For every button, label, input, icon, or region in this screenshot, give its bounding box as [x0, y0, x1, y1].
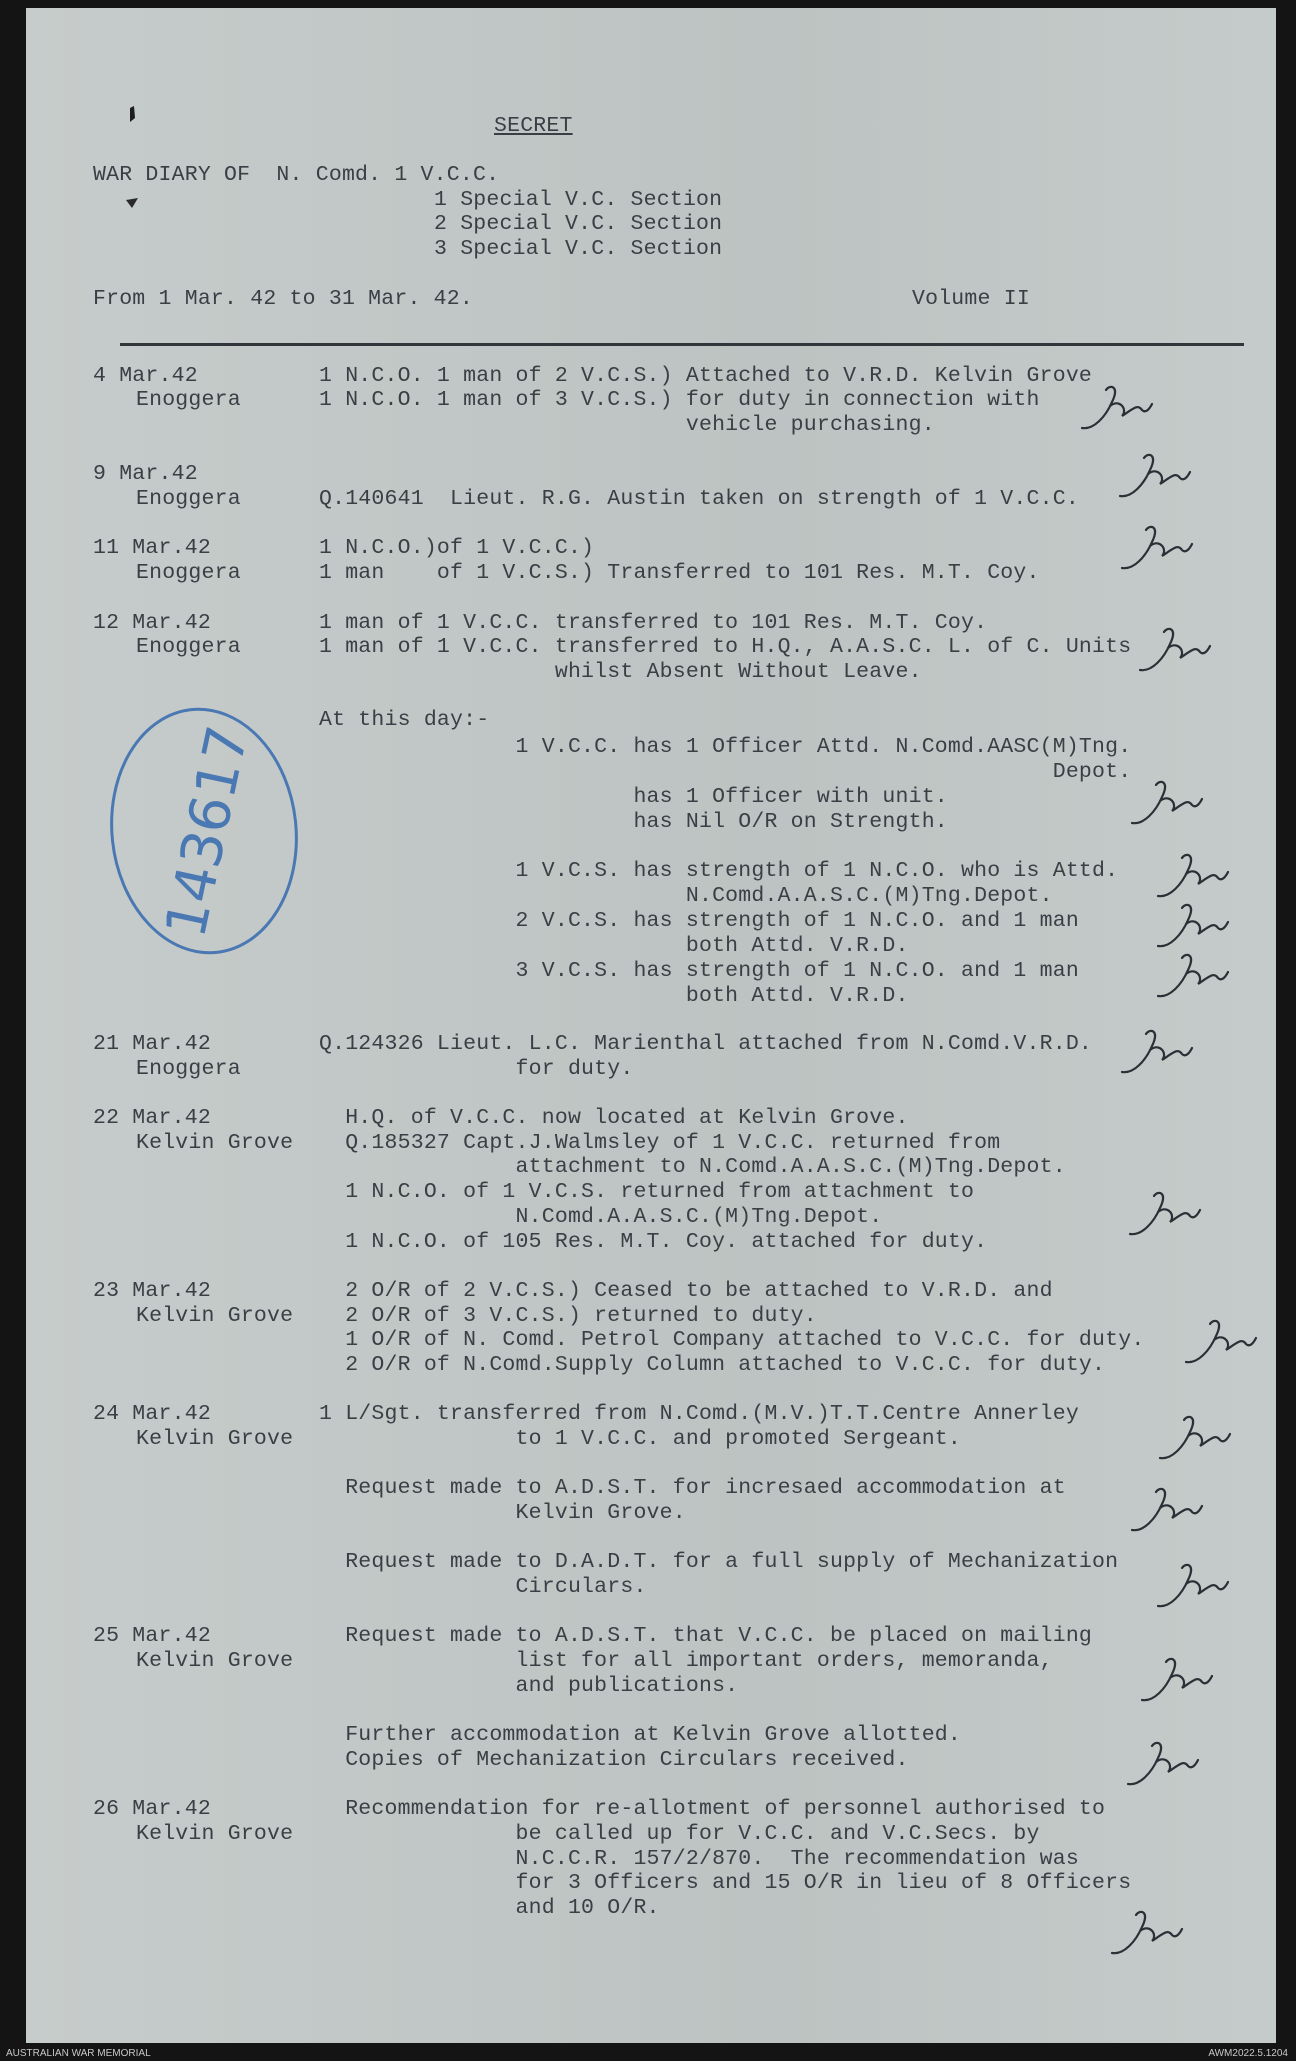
entry-line: Q.124326 Lieut. L.C. Marienthal attached from N.Comd.V.R.D. — [319, 1032, 1093, 1056]
initials-mark — [1180, 1314, 1260, 1370]
entry-line: vehicle purchasing. — [319, 413, 935, 437]
entry-line: 1 man of 1 V.C.S.) Transferred to 101 Res. M.T. Coy. — [319, 561, 1040, 585]
entry-line: N.Comd.A.A.S.C.(M)Tng.Depot. — [319, 884, 1053, 908]
unit-line: 3 Special V.C. Section — [434, 237, 723, 261]
entry-line: Request made to A.D.S.T. that V.C.C. be placed on mailing — [319, 1624, 1093, 1648]
entry-line: At this day:- — [319, 708, 490, 732]
entry-line: 1 N.C.O. of 1 V.C.S. returned from attachment to — [319, 1180, 975, 1204]
footer-reference: AWM2022.5.1204 — [1208, 2048, 1288, 2059]
entry-line: 3 V.C.S. has strength of 1 N.C.O. and 1 man — [319, 959, 1079, 983]
entry-line: has 1 Officer with unit. — [319, 785, 948, 809]
entry-line: be called up for V.C.C. and V.C.Secs. by — [319, 1822, 1040, 1846]
war-diary-title: WAR DIARY OF N. Comd. 1 V.C.C. — [93, 163, 500, 187]
document-page — [26, 8, 1276, 2043]
initials-mark — [1076, 380, 1156, 436]
entry-line: 2 O/R of 2 V.C.S.) Ceased to be attached to V.R.D. and — [319, 1279, 1053, 1303]
entry-line: H.Q. of V.C.C. now located at Kelvin Grove. — [319, 1106, 909, 1130]
entry-line: 1 man of 1 V.C.C. transferred to 101 Res. M.T. Coy. — [319, 611, 988, 635]
initials-mark — [1116, 1024, 1196, 1080]
entry-line: attachment to N.Comd.A.A.S.C.(M)Tng.Depot. — [319, 1155, 1066, 1179]
entry-line: whilst Absent Without Leave. — [319, 660, 922, 684]
ink-mark — [118, 100, 148, 220]
entry-line: Depot. — [319, 760, 1132, 784]
stamp-number: 143617 — [153, 720, 262, 944]
initials-mark — [1114, 448, 1194, 504]
initials-mark — [1106, 1905, 1186, 1961]
entry-line: Circulars. — [319, 1575, 647, 1599]
entry-place: Kelvin Grove — [136, 1822, 294, 1846]
entry-line: for duty. — [319, 1057, 634, 1081]
entry-date: 9 Mar.42 — [93, 462, 198, 486]
entry-date: 12 Mar.42 — [93, 611, 211, 635]
entry-line: 1 L/Sgt. transferred from N.Comd.(M.V.)T.T.Centre Annerley — [319, 1402, 1079, 1426]
initials-mark — [1152, 898, 1232, 954]
entry-line: 1 N.C.O. of 105 Res. M.T. Coy. attached for duty. — [319, 1230, 988, 1254]
entry-line: Request made to A.D.S.T. for incresaed accommodation at — [319, 1476, 1066, 1500]
entry-line: N.Comd.A.A.S.C.(M)Tng.Depot. — [319, 1205, 883, 1229]
entry-line: N.C.C.R. 157/2/870. The recommendation was — [319, 1847, 1079, 1871]
entry-line: for 3 Officers and 15 O/R in lieu of 8 Officers — [319, 1871, 1132, 1895]
initials-mark — [1154, 1410, 1234, 1466]
entry-line: 1 N.C.O.)of 1 V.C.C.) — [319, 536, 595, 560]
initials-mark — [1134, 622, 1214, 678]
entry-line: has Nil O/R on Strength. — [319, 810, 948, 834]
classification-heading: SECRET — [494, 114, 573, 138]
initials-mark — [1152, 1558, 1232, 1614]
initials-mark — [1116, 520, 1196, 576]
entry-line: list for all important orders, memoranda, — [319, 1649, 1053, 1673]
entry-place: Kelvin Grove — [136, 1649, 294, 1673]
entry-date: 24 Mar.42 — [93, 1402, 211, 1426]
entry-date: 11 Mar.42 — [93, 536, 211, 560]
entry-line: 1 O/R of N. Comd. Petrol Company attached to V.C.C. for duty. — [319, 1328, 1145, 1352]
initials-mark — [1122, 1736, 1202, 1792]
entry-line: Request made to D.A.D.T. for a full supply of Mechanization — [319, 1550, 1119, 1574]
initials-mark — [1124, 1186, 1204, 1242]
entry-date: 25 Mar.42 — [93, 1624, 211, 1648]
entry-date: 21 Mar.42 — [93, 1032, 211, 1056]
initials-mark — [1126, 775, 1206, 831]
entry-place: Enoggera — [136, 1057, 241, 1081]
archive-number-stamp — [104, 703, 304, 958]
entry-line: Copies of Mechanization Circulars received. — [319, 1748, 909, 1772]
entry-place: Enoggera — [136, 388, 241, 412]
initials-mark — [1126, 1482, 1206, 1538]
entry-line: both Attd. V.R.D. — [319, 984, 909, 1008]
volume-number: Volume II — [912, 287, 1030, 311]
entry-line: Recommendation for re-allotment of personnel authorised to — [319, 1797, 1106, 1821]
entry-line: 1 man of 1 V.C.C. transferred to H.Q., A.A.S.C. L. of C. Units — [319, 635, 1132, 659]
footer-institution: AUSTRALIAN WAR MEMORIAL — [6, 2048, 151, 2059]
entry-line: both Attd. V.R.D. — [319, 934, 909, 958]
entry-line: 1 N.C.O. 1 man of 3 V.C.S.) for duty in connection with — [319, 388, 1040, 412]
entry-line: to 1 V.C.C. and promoted Sergeant. — [319, 1427, 962, 1451]
archive-footer — [0, 2046, 1296, 2061]
entry-line: 1 V.C.C. has 1 Officer Attd. N.Comd.AASC(M)Tng. — [319, 735, 1132, 759]
entry-line: 2 O/R of 3 V.C.S.) returned to duty. — [319, 1304, 817, 1328]
diary-period: From 1 Mar. 42 to 31 Mar. 42. — [93, 287, 473, 311]
entry-place: Enoggera — [136, 635, 241, 659]
entry-date: 23 Mar.42 — [93, 1279, 211, 1303]
entry-line: 1 N.C.O. 1 man of 2 V.C.S.) Attached to V.R.D. Kelvin Grove — [319, 364, 1093, 388]
entry-line: Further accommodation at Kelvin Grove allotted. — [319, 1723, 962, 1747]
entry-line: Q.140641 Lieut. R.G. Austin taken on strength of 1 V.C.C. — [319, 487, 1079, 511]
entry-place: Kelvin Grove — [136, 1131, 294, 1155]
unit-line: 1 Special V.C. Section — [434, 188, 723, 212]
entry-line: 2 V.C.S. has strength of 1 N.C.O. and 1 man — [319, 909, 1079, 933]
entry-line: 2 O/R of N.Comd.Supply Column attached to V.C.C. for duty. — [319, 1353, 1106, 1377]
entry-place: Kelvin Grove — [136, 1304, 294, 1328]
entry-date: 22 Mar.42 — [93, 1106, 211, 1130]
entry-place: Enoggera — [136, 561, 241, 585]
entry-place: Kelvin Grove — [136, 1427, 294, 1451]
header-divider — [120, 343, 1244, 346]
entry-line: Q.185327 Capt.J.Walmsley of 1 V.C.C. returned from — [319, 1131, 1001, 1155]
initials-mark — [1152, 948, 1232, 1004]
entry-line: and publications. — [319, 1674, 739, 1698]
entry-line: Kelvin Grove. — [319, 1501, 686, 1525]
entry-date: 26 Mar.42 — [93, 1797, 211, 1821]
unit-line: 2 Special V.C. Section — [434, 212, 723, 236]
entry-place: Enoggera — [136, 487, 241, 511]
entry-line: and 10 O/R. — [319, 1896, 660, 1920]
initials-mark — [1152, 848, 1232, 904]
initials-mark — [1136, 1652, 1216, 1708]
entry-line: 1 V.C.S. has strength of 1 N.C.O. who is Attd. — [319, 859, 1119, 883]
entry-date: 4 Mar.42 — [93, 364, 198, 388]
